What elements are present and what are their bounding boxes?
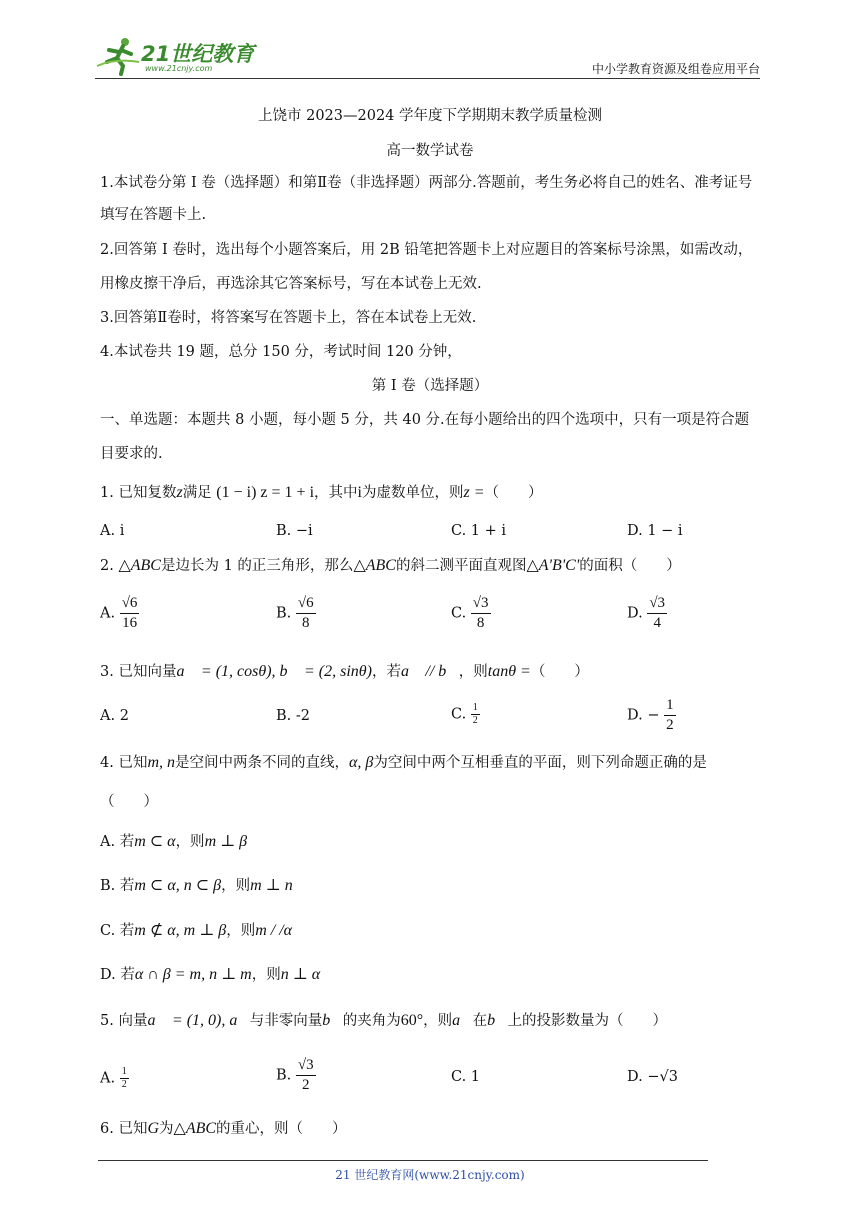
q4-option-d[interactable]: D. 若α ∩ β = m, n ⊥ m，则n ⊥ α: [100, 966, 321, 983]
q1-option-a[interactable]: A. i: [100, 523, 125, 539]
logo-url: www.21cnjy.com: [145, 64, 213, 73]
exam-title: 上饶市 2023—2024 学年度下学期期末教学质量检测: [257, 108, 603, 124]
q5-option-b[interactable]: B. $\frac{√3}{2}$: [276, 1057, 314, 1093]
q5-option-c[interactable]: C. 1: [451, 1069, 481, 1085]
question-3: 3. 已知向量a⃗ = (1, cosθ), b⃗ = (2, sinθ)，若a⃗ // b⃗，则tanθ =（ ）: [100, 663, 589, 680]
question-4-blank: （ ）: [100, 794, 158, 810]
question-6: 6. 已知G为△ABC的重心，则（ ）: [100, 1120, 347, 1137]
q5-option-a[interactable]: A. $\frac{1}{2}$: [100, 1066, 127, 1090]
platform-label: 中小学教育资源及组卷应用平台: [591, 62, 760, 76]
q5-option-d[interactable]: D. −√3: [627, 1069, 678, 1085]
q1-option-b[interactable]: B. −i: [276, 523, 313, 539]
question-1: 1. 已知复数z满足 (1 − i) z = 1 + i，其中i为虚数单位，则z =（ ）: [100, 484, 543, 501]
q4-option-a[interactable]: A. 若m ⊂ α，则m ⊥ β: [100, 833, 248, 850]
q1-option-c[interactable]: C. 1 + i: [451, 523, 507, 539]
q2-option-a[interactable]: A. $\frac{√6}{16}$: [100, 595, 138, 631]
note-4: 4.本试卷共 19 题，总分 150 分，考试时间 120 分钟，: [100, 344, 462, 360]
q3-option-b[interactable]: B. -2: [276, 708, 310, 724]
exam-subtitle: 高一数学试卷: [386, 143, 474, 159]
footer-divider: [98, 1160, 708, 1161]
note-2a: 2.回答第 I 卷时，选出每个小题答案后，用 2B 铅笔把答题卡上对应题目的答案标号涂黑，如需改动，: [100, 242, 753, 258]
part1-title: 第 I 卷（选择题）: [371, 378, 489, 394]
note-2b: 用橡皮擦干净后，再选涂其它答案标号，写在本试卷上无效.: [100, 276, 482, 292]
part1-instr-a: 一、单选题：本题共 8 小题，每小题 5 分，共 40 分.在每小题给出的四个选项中，只有一项是符合题: [100, 412, 750, 428]
question-5: 5. 向量a⃗ = (1, 0), a⃗与非零向量b⃗的夹角为60°，则a⃗在b⃗上的投影数量为（ ）: [100, 1012, 668, 1029]
q4-option-b[interactable]: B. 若m ⊂ α, n ⊂ β，则m ⊥ n: [100, 877, 293, 894]
header-divider: [95, 78, 760, 79]
q2-option-d[interactable]: D. $\frac{√3}{4}$: [627, 595, 666, 631]
note-1b: 填写在答题卡上.: [100, 207, 207, 223]
part1-instr-b: 目要求的.: [100, 446, 163, 462]
logo: [95, 36, 265, 76]
question-4: 4. 已知m, n是空间中两条不同的直线，α, β为空间中两个互相垂直的平面，则下列命题正确的是: [100, 754, 707, 771]
note-1a: 1.本试卷分第 I 卷（选择题）和第Ⅱ卷（非选择题）两部分.答题前，考生务必将自己的姓名、准考证号: [100, 175, 753, 191]
q2-option-b[interactable]: B. $\frac{√6}{8}$: [276, 595, 314, 631]
q3-option-d[interactable]: D. − $\frac{1}{2}$: [627, 697, 674, 733]
q2-option-c[interactable]: C. $\frac{√3}{8}$: [451, 595, 489, 631]
q3-option-a[interactable]: A. 2: [100, 708, 129, 724]
q4-option-c[interactable]: C. 若m ⊄ α, m ⊥ β，则m / /α: [100, 922, 293, 939]
logo-text: 21世纪教育: [141, 42, 255, 66]
q1-option-d[interactable]: D. 1 − i: [627, 523, 683, 539]
question-2: 2. △ABC是边长为 1 的正三角形，那么△ABC的斜二测平面直观图△A'B'C'的面积（ ）: [100, 557, 681, 574]
runner-logo-icon: [95, 36, 143, 76]
footer-link[interactable]: 21 世纪教育网(www.21cnjy.com): [335, 1168, 525, 1182]
q3-option-c[interactable]: C. $\frac{1}{2}$: [451, 702, 478, 726]
note-3: 3.回答第Ⅱ卷时，将答案写在答题卡上，答在本试卷上无效.: [100, 310, 477, 326]
